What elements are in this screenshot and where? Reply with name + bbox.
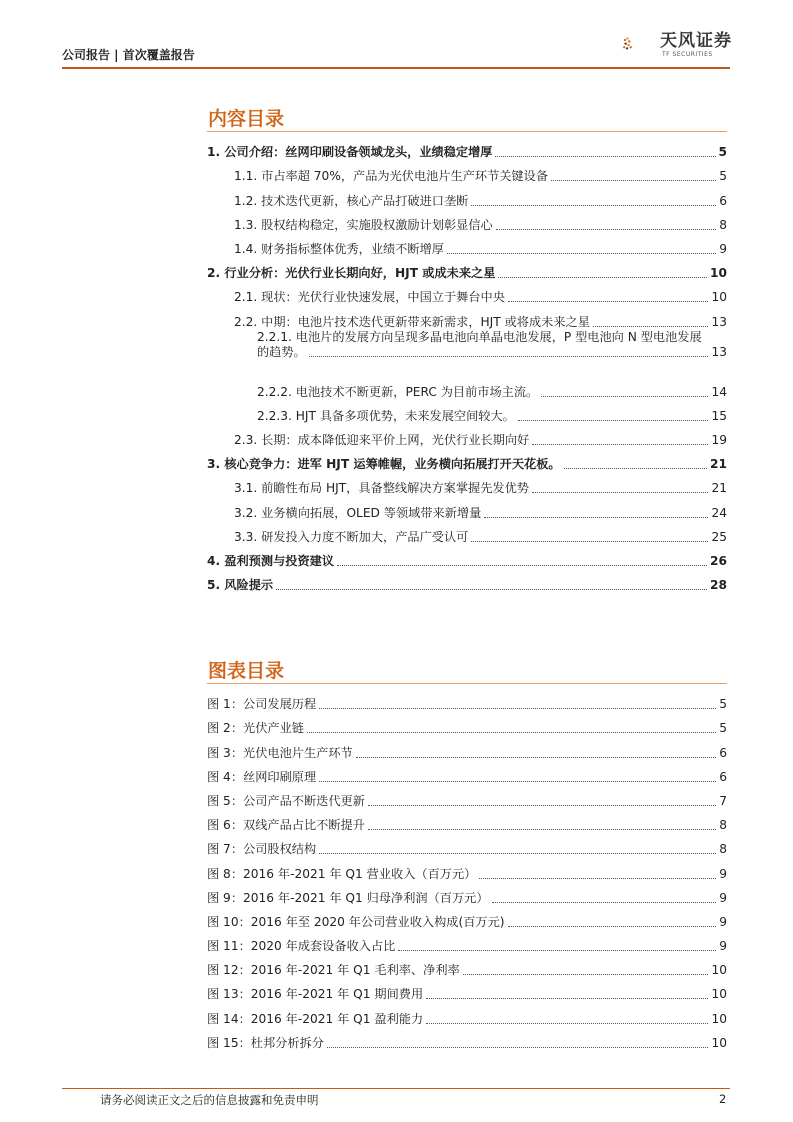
toc-entry[interactable] <box>207 496 727 520</box>
dot-leader <box>356 756 717 758</box>
toc-entry-label: 1.4. 财务指标整体优秀，业绩不断增厚 <box>234 241 444 256</box>
toc-entry[interactable] <box>207 569 727 593</box>
toc-entry-page: 24 <box>711 505 727 520</box>
toc-entry-label: 2.2.1. 电池片的发展方向呈现多晶电池向单晶电池发展，P 型电池向 N 型电池发展 <box>257 329 702 344</box>
dot-leader <box>319 707 716 709</box>
dot-leader <box>593 325 709 327</box>
toc-entry-label: 1.1. 市占率超 70%，产品为光伏电池片生产环节关键设备 <box>234 169 549 184</box>
toc-entry-label: 图 13：2016 年-2021 年 Q1 期间费用 <box>207 987 424 1002</box>
dot-leader <box>307 731 716 733</box>
toc-entry[interactable] <box>207 160 727 184</box>
toc-entry[interactable] <box>207 1027 727 1051</box>
toc-entry-label-continued: 的趋势。 <box>257 344 306 359</box>
toc-entry[interactable] <box>207 857 727 881</box>
dot-leader <box>426 997 708 999</box>
toc-entry[interactable] <box>207 906 727 930</box>
figures-title: 图表目录 <box>208 660 285 682</box>
dot-leader <box>518 419 709 421</box>
dot-leader <box>426 1022 708 1024</box>
toc-entry-page: 6 <box>719 745 727 760</box>
toc-entry-page: 9 <box>719 890 727 905</box>
toc-entry-label: 图 3：光伏电池片生产环节 <box>207 745 353 760</box>
dot-leader <box>319 852 716 854</box>
toc-entry-page: 21 <box>711 481 727 496</box>
dot-leader <box>532 443 708 445</box>
figures-list <box>207 688 727 1051</box>
toc-entry[interactable] <box>207 376 727 400</box>
toc-entry[interactable] <box>207 809 727 833</box>
dot-leader <box>447 252 716 254</box>
toc-entry-label: 图 12：2016 年-2021 年 Q1 毛利率、净利率 <box>207 963 460 978</box>
toc-entry-page: 7 <box>719 793 727 808</box>
toc-entry-page: 13 <box>711 344 727 359</box>
dot-leader <box>276 588 707 590</box>
toc-entry[interactable] <box>207 930 727 954</box>
brand-logo-icon <box>622 22 662 66</box>
toc-entry[interactable] <box>207 736 727 760</box>
dot-leader <box>337 564 707 566</box>
toc-entry-label: 2.3. 长期：成本降低迎来平价上网，光伏行业长期向好 <box>234 433 530 448</box>
toc-entry-page: 25 <box>711 529 727 544</box>
toc-entry-label: 3.2. 业务横向拓展，OLED 等领域带来新增量 <box>234 505 482 520</box>
dot-leader <box>327 1046 709 1048</box>
toc-entry-page: 5 <box>718 145 727 160</box>
toc-entry[interactable] <box>207 424 727 448</box>
toc-entry[interactable] <box>207 688 727 712</box>
toc-entry[interactable] <box>207 545 727 569</box>
toc-entry-label: 1.2. 技术迭代更新，核心产品打破进口垄断 <box>234 193 469 208</box>
toc-entry[interactable] <box>207 712 727 736</box>
toc-entry-page: 10 <box>711 1035 727 1050</box>
toc-entry-page: 8 <box>719 818 727 833</box>
toc-entry-label: 2.2. 中期：电池片技术迭代更新带来新需求，HJT 或将成未来之星 <box>234 314 590 329</box>
toc-entry-label: 2. 行业分析：光伏行业长期向好，HJT 或成未来之星 <box>207 266 496 281</box>
toc-entry-page: 10 <box>711 987 727 1002</box>
toc-entry-page: 9 <box>719 866 727 881</box>
toc-entry-page: 10 <box>710 266 727 281</box>
dot-leader <box>368 828 716 830</box>
footer-rule <box>62 1088 730 1089</box>
contents-title-rule <box>207 131 727 132</box>
contents-list <box>207 136 727 593</box>
toc-entry-label: 图 7：公司股权结构 <box>207 842 317 857</box>
dot-leader <box>508 300 709 302</box>
dot-leader <box>463 973 709 975</box>
toc-entry-page: 5 <box>719 697 727 712</box>
toc-entry-page: 5 <box>719 169 727 184</box>
toc-entry-label: 图 15：杜邦分析拆分 <box>207 1035 324 1050</box>
toc-entry[interactable] <box>207 761 727 785</box>
dot-leader <box>551 179 716 181</box>
brand-name: 天风证券 <box>660 31 732 51</box>
toc-entry-page: 19 <box>711 433 727 448</box>
toc-entry-label: 图 5：公司产品不断迭代更新 <box>207 793 365 808</box>
toc-entry[interactable] <box>207 184 727 208</box>
dot-leader <box>508 925 717 927</box>
toc-entry-page: 15 <box>711 408 727 423</box>
toc-entry[interactable] <box>207 785 727 809</box>
toc-entry[interactable] <box>207 305 727 329</box>
toc-entry-page: 28 <box>710 578 727 593</box>
dot-leader <box>471 204 716 206</box>
toc-entry[interactable] <box>207 472 727 496</box>
header-rule <box>62 67 730 69</box>
toc-entry-label: 图 8：2016 年-2021 年 Q1 营业收入（百万元） <box>207 866 477 881</box>
toc-entry-label: 图 2：光伏产业链 <box>207 721 304 736</box>
toc-entry[interactable] <box>207 257 727 281</box>
dot-leader <box>309 355 709 357</box>
toc-entry[interactable] <box>207 400 727 424</box>
toc-entry[interactable] <box>207 448 727 472</box>
toc-entry-label: 3.3. 研发投入力度不断加大，产品广受认可 <box>234 529 469 544</box>
toc-entry-label: 4. 盈利预测与投资建议 <box>207 554 335 568</box>
toc-entry-page: 21 <box>710 457 727 472</box>
contents-title: 内容目录 <box>208 108 285 130</box>
toc-entry-label: 1. 公司介绍：丝网印刷设备领域龙头，业绩稳定增厚 <box>207 145 493 160</box>
dot-leader <box>484 516 708 518</box>
dot-leader <box>532 491 709 493</box>
toc-entry-label: 图 10：2016 年至 2020 年公司营业收入构成(百万元) <box>207 914 505 929</box>
toc-entry[interactable] <box>207 521 727 545</box>
toc-entry-label: 2.1. 现状：光伏行业快速发展，中国立于舞台中央 <box>234 290 505 305</box>
toc-entry[interactable] <box>207 954 727 978</box>
toc-entry-label: 图 11：2020 年成套设备收入占比 <box>207 939 396 954</box>
toc-entry[interactable] <box>207 281 727 305</box>
toc-entry-page: 6 <box>719 193 727 208</box>
toc-entry-page: 10 <box>711 290 727 305</box>
dot-leader <box>564 467 707 469</box>
toc-entry-page: 9 <box>719 914 727 929</box>
toc-entry-label: 图 1：公司发展历程 <box>207 697 317 712</box>
dot-leader <box>495 155 715 157</box>
toc-entry-label: 图 9：2016 年-2021 年 Q1 归母净利润（百万元） <box>207 890 489 905</box>
page-number: 2 <box>719 1092 727 1106</box>
toc-entry[interactable] <box>207 233 727 257</box>
toc-entry-page: 10 <box>711 1011 727 1026</box>
dot-leader <box>368 804 716 806</box>
figures-title-rule <box>207 683 727 684</box>
toc-entry-label: 5. 风险提示 <box>207 578 274 593</box>
footer-disclaimer: 请务必阅读正文之后的信息披露和免责申明 <box>100 1093 319 1107</box>
toc-entry-label: 2.2.3. HJT 具备多项优势，未来发展空间较大。 <box>257 408 515 423</box>
dot-leader <box>471 540 708 542</box>
dot-leader <box>398 949 716 951</box>
toc-entry[interactable] <box>207 136 727 160</box>
toc-entry-label: 3.1. 前瞻性布局 HJT，具备整线解决方案掌握先发优势 <box>234 481 529 496</box>
toc-entry[interactable] <box>207 209 727 233</box>
toc-entry-label: 1.3. 股权结构稳定，实施股权激励计划彰显信心 <box>234 217 493 232</box>
toc-entry-page: 9 <box>719 241 727 256</box>
toc-entry-page: 9 <box>719 939 727 954</box>
toc-entry-page: 5 <box>719 721 727 736</box>
toc-entry-label: 图 14：2016 年-2021 年 Q1 盈利能力 <box>207 1011 424 1026</box>
toc-entry-label: 2.2.2. 电池技术不断更新，PERC 为目前市场主流。 <box>257 384 539 399</box>
toc-entry[interactable] <box>207 978 727 1002</box>
toc-entry-label: 图 6：双线产品占比不断提升 <box>207 818 365 833</box>
toc-entry-page: 8 <box>719 842 727 857</box>
toc-entry-page: 13 <box>711 314 727 329</box>
dot-leader <box>498 276 707 278</box>
toc-entry-label: 图 4：丝网印刷原理 <box>207 769 317 784</box>
dot-leader <box>496 228 717 230</box>
toc-entry-page: 10 <box>711 963 727 978</box>
dot-leader <box>479 877 716 879</box>
toc-entry[interactable] <box>207 833 727 857</box>
toc-entry-page: 8 <box>719 217 727 232</box>
toc-entry[interactable] <box>207 882 727 906</box>
toc-entry-label: 3. 核心竞争力：进军 HJT 运筹帷幄，业务横向拓展打开天花板。 <box>207 457 561 472</box>
report-type-label: 公司报告 | 首次覆盖报告 <box>62 48 195 62</box>
dot-leader <box>492 901 717 903</box>
dot-leader <box>541 395 708 397</box>
brand-subtitle: TF SECURITIES <box>662 51 713 58</box>
toc-entry[interactable] <box>207 330 727 376</box>
toc-entry-page: 26 <box>710 554 727 568</box>
toc-entry-page: 6 <box>719 769 727 784</box>
toc-entry-page: 14 <box>711 384 727 399</box>
toc-entry[interactable] <box>207 1002 727 1026</box>
dot-leader <box>319 780 716 782</box>
